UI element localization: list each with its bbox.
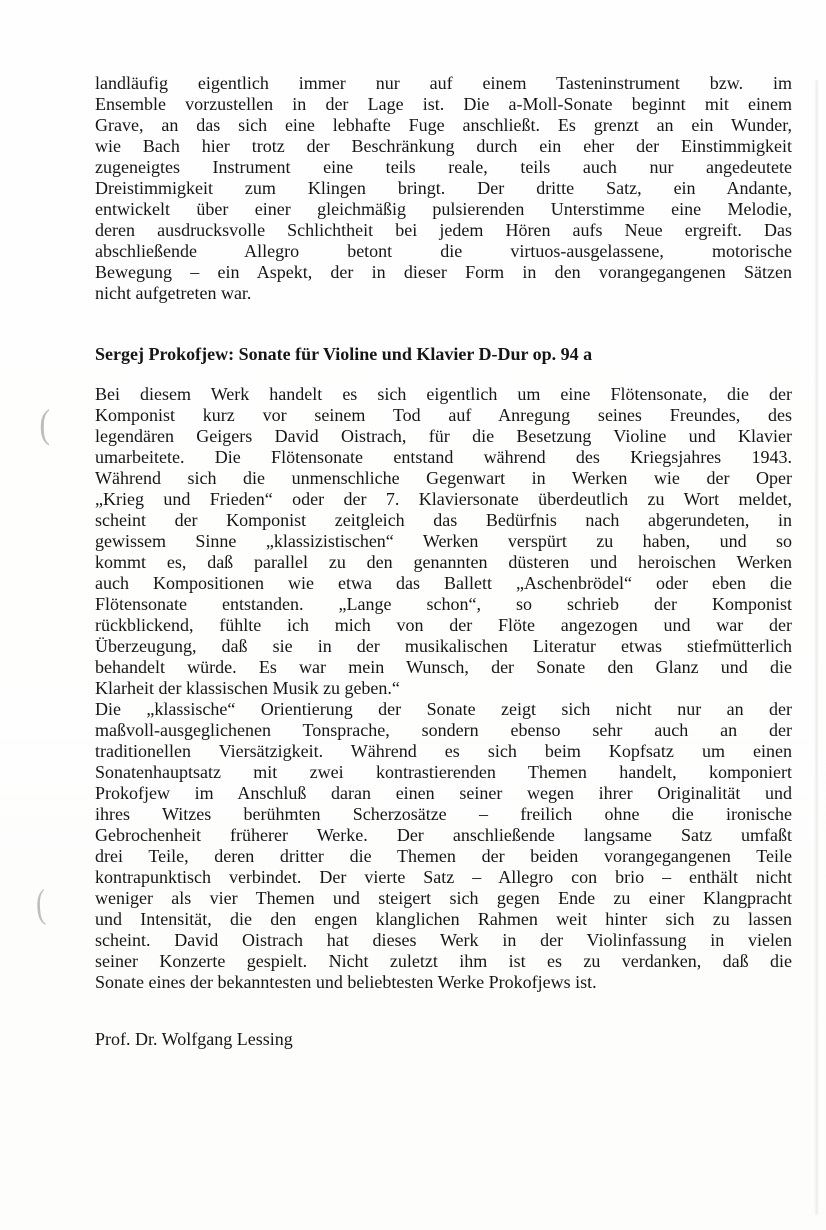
text-line: Flötensonate entstanden. „Lange schon“, so schrieb der Komponist (95, 594, 792, 614)
text-line: legendären Geigers David Oistrach, für die Besetzung Violine und Klavier (95, 426, 792, 446)
text-line: Die „klassische“ Orientierung der Sonate zeigt sich nicht nur an der (95, 699, 792, 719)
text-line: Prokofjew im Anschluß daran einen seiner wegen ihrer Originalität und (95, 783, 792, 803)
text-line: „Krieg und Frieden“ oder der 7. Klaviersonate überdeutlich zu Wort meldet, (95, 489, 792, 509)
text-line: Grave, an das sich eine lebhafte Fuge anschließt. Es grenzt an ein Wunder, (95, 115, 792, 135)
text-line: Sonatenhauptsatz mit zwei kontrastierenden Themen handelt, komponiert (95, 762, 792, 782)
text-line: Dreistimmigkeit zum Klingen bringt. Der dritte Satz, ein Andante, (95, 178, 792, 198)
text-line: maßvoll-ausgeglichenen Tonsprache, sondern ebenso sehr auch an der (95, 720, 792, 740)
text-line: scheint. David Oistrach hat dieses Werk in der Violinfassung in vielen (95, 930, 792, 950)
section-heading (95, 344, 792, 365)
text-line: seiner Konzerte gespielt. Nicht zuletzt ihm ist es zu verdanken, daß die (95, 951, 792, 971)
text-line: Klarheit der klassischen Musik zu geben.“ (95, 678, 400, 698)
page-edge-shadow (814, 80, 819, 1215)
text-line: landläufig eigentlich immer nur auf einem Tasteninstrument bzw. im (95, 73, 792, 93)
scan-artifact-paren-top: ( (39, 401, 50, 446)
text-line: Komponist kurz vor seinem Tod auf Anregung seines Freundes, des (95, 405, 792, 425)
text-line: behandelt würde. Es war mein Wunsch, der Sonate den Glanz und die (95, 657, 792, 677)
text-line: kommt es, daß parallel zu den genannten düsteren und heroischen Werken (95, 552, 792, 572)
text-line: drei Teile, deren dritter die Themen der beiden vorangegangenen Teile (95, 846, 792, 866)
text-line: ihres Witzes berühmten Scherzosätze – freilich ohne die ironische (95, 804, 792, 824)
text-line: abschließende Allegro betont die virtuos-ausgelassene, motorische (95, 241, 792, 261)
text-line: Sonate eines der bekanntesten und beliebtesten Werke Prokofjews ist. (95, 972, 597, 992)
body-paragraph (95, 699, 792, 993)
text-line: umarbeitete. Die Flötensonate entstand während des Kriegsjahres 1943. (95, 447, 792, 467)
text-line: und Intensität, die den engen klanglichen Rahmen weit hinter sich zu lassen (95, 909, 792, 929)
text-line: wie Bach hier trotz der Beschränkung durch ein eher der Einstimmigkeit (95, 136, 792, 156)
text-line: nicht aufgetreten war. (95, 283, 252, 303)
text-line: Prof. Dr. Wolfgang Lessing (95, 1029, 293, 1049)
text-line: deren ausdrucksvolle Schlichtheit bei jedem Hören aufs Neue ergreift. Das (95, 220, 792, 240)
text-line: entwickelt über einer gleichmäßig pulsierenden Unterstimme eine Melodie, (95, 199, 792, 219)
body-paragraph (95, 73, 792, 304)
text-line: Gebrochenheit früherer Werke. Der anschließende langsame Satz umfaßt (95, 825, 792, 845)
scan-artifact-paren-bottom: ( (34, 880, 47, 927)
text-line: weniger als vier Themen und steigert sich gegen Ende zu einer Klangpracht (95, 888, 792, 908)
text-line: gewissem Sinne „klassizistischen“ Werken verspürt zu haben, und so (95, 531, 792, 551)
text-line: Während sich die unmenschliche Gegenwart in Werken wie der Oper (95, 468, 792, 488)
text-line: Überzeugung, daß sie in der musikalischen Literatur etwas stiefmütterlich (95, 636, 792, 656)
text-line: kontrapunktisch verbindet. Der vierte Satz – Allegro con brio – enthält nicht (95, 867, 792, 887)
text-line: Ensemble vorzustellen in der Lage ist. Die a-Moll-Sonate beginnt mit einem (95, 94, 792, 114)
body-paragraph (95, 384, 792, 699)
text-line: traditionellen Viersätzigkeit. Während es sich beim Kopfsatz um einen (95, 741, 792, 761)
text-line: auch Kompositionen wie etwa das Ballett „Aschenbrödel“ oder eben die (95, 573, 792, 593)
author-signature (95, 1029, 792, 1050)
text-line: scheint der Komponist zeitgleich das Bedürfnis nach abgerundeten, in (95, 510, 792, 530)
text-line: Bei diesem Werk handelt es sich eigentlich um eine Flötensonate, die der (95, 384, 792, 404)
text-line: zugeneigtes Instrument eine teils reale, teils auch nur angedeutete (95, 157, 792, 177)
text-line: Sergej Prokofjew: Sonate für Violine und Klavier D-Dur op. 94 a (95, 344, 593, 364)
text-line: rückblickend, fühlte ich mich von der Flöte angezogen und war der (95, 615, 792, 635)
text-line: Bewegung – ein Aspekt, der in dieser Form in den vorangegangenen Sätzen (95, 262, 792, 282)
document-body (95, 73, 792, 1050)
